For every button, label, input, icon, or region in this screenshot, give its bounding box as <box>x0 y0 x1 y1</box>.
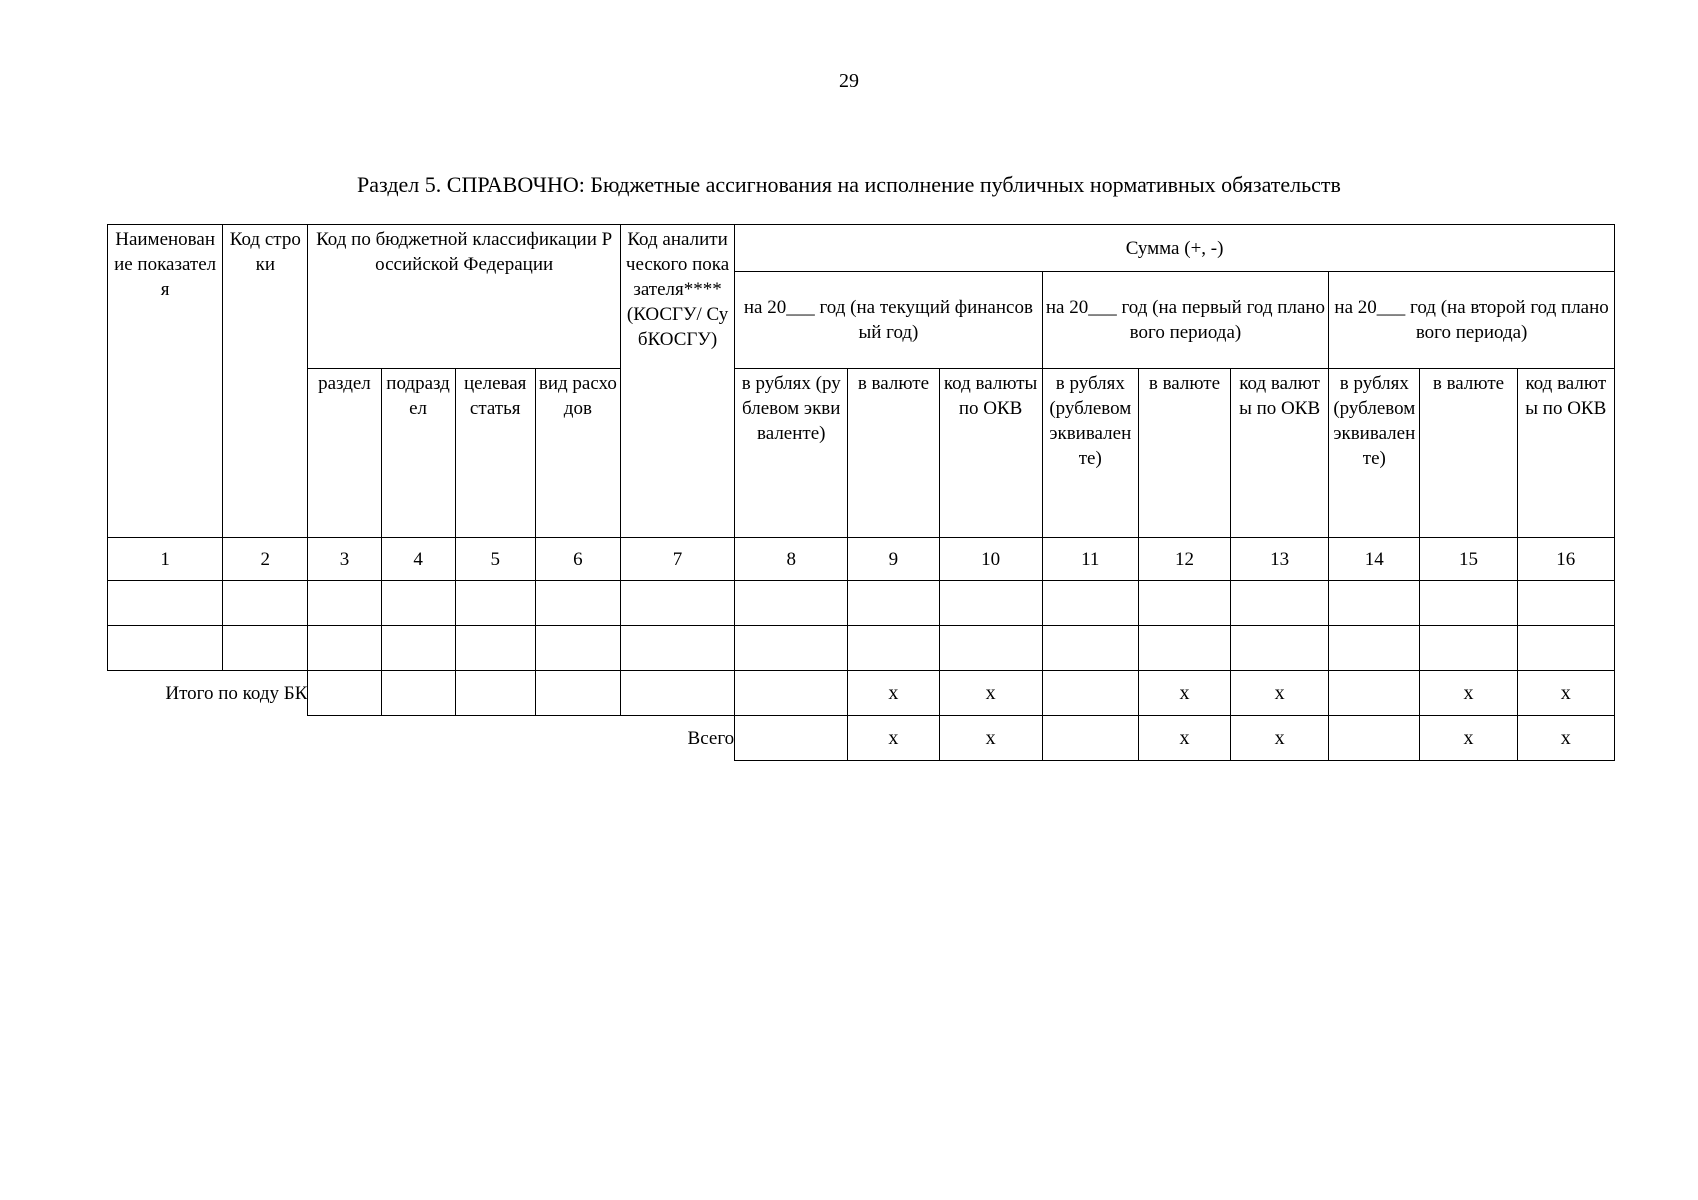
column-number: 1 <box>108 538 223 581</box>
table-cell[interactable] <box>735 671 848 716</box>
header-rub-second: в рублях (рублевом эквиваленте) <box>1329 369 1420 538</box>
table-cell[interactable] <box>1138 581 1230 626</box>
column-number: 5 <box>455 538 535 581</box>
header-name: Наименование показателя <box>108 225 223 538</box>
header-target: целевая статья <box>455 369 535 538</box>
table-cell[interactable] <box>381 671 455 716</box>
table-cell[interactable] <box>381 581 455 626</box>
header-cur-current: в валюте <box>848 369 939 538</box>
header-podrazdel: подраздел <box>381 369 455 538</box>
table-cell[interactable] <box>308 581 381 626</box>
table-cell[interactable] <box>223 626 308 671</box>
header-okv-second: код валюты по ОКВ <box>1517 369 1614 538</box>
x-mark: x <box>1138 716 1230 761</box>
table-cell[interactable] <box>1329 581 1420 626</box>
table-cell[interactable] <box>1042 716 1138 761</box>
x-mark: x <box>1420 671 1517 716</box>
x-mark: x <box>1231 671 1329 716</box>
header-year-second: на 20___ год (на второй год планового периода) <box>1329 272 1615 369</box>
header-razdel: раздел <box>308 369 381 538</box>
grand-total-row <box>108 716 1615 761</box>
x-mark: x <box>848 716 939 761</box>
table-cell[interactable] <box>223 581 308 626</box>
x-mark: x <box>1231 716 1329 761</box>
table-cell[interactable] <box>939 581 1042 626</box>
grand-total-label: Всего <box>687 727 735 749</box>
table-row <box>108 581 1615 626</box>
table-cell[interactable] <box>1231 581 1329 626</box>
table-cell[interactable] <box>535 581 620 626</box>
x-mark: x <box>939 671 1042 716</box>
header-cur-second: в валюте <box>1420 369 1517 538</box>
header-sum: Сумма (+, -) <box>735 225 1615 272</box>
header-year-current: на 20___ год (на текущий финансовый год) <box>735 272 1043 369</box>
column-number: 15 <box>1420 538 1517 581</box>
x-mark: x <box>848 671 939 716</box>
table-cell[interactable] <box>1042 626 1138 671</box>
table-cell[interactable] <box>1517 626 1614 671</box>
table-cell[interactable] <box>939 626 1042 671</box>
table-cell[interactable] <box>735 581 848 626</box>
table-row <box>108 626 1615 671</box>
x-mark: x <box>939 716 1042 761</box>
column-number: 12 <box>1138 538 1230 581</box>
table-cell[interactable] <box>620 581 734 626</box>
column-number: 6 <box>535 538 620 581</box>
total-by-bk-row <box>108 671 1615 716</box>
page-number: 29 <box>839 70 859 92</box>
header-analytic-code: Код аналитического показателя**** (КОСГУ/ СубКОСГУ) <box>620 225 734 538</box>
table-cell[interactable] <box>848 626 939 671</box>
column-number: 3 <box>308 538 381 581</box>
header-year-first: на 20___ год (на первый год планового периода) <box>1042 272 1329 369</box>
header-okv-first: код валюты по ОКВ <box>1231 369 1329 538</box>
table-cell[interactable] <box>455 671 535 716</box>
column-number: 8 <box>735 538 848 581</box>
header-row-code: Код строки <box>223 225 308 538</box>
column-number: 14 <box>1329 538 1420 581</box>
table-cell[interactable] <box>381 626 455 671</box>
column-number: 7 <box>620 538 734 581</box>
header-expense-type: вид расходов <box>535 369 620 538</box>
table-cell[interactable] <box>455 626 535 671</box>
header-cur-first: в валюте <box>1138 369 1230 538</box>
table-cell[interactable] <box>848 581 939 626</box>
column-number: 9 <box>848 538 939 581</box>
table-cell[interactable] <box>1138 626 1230 671</box>
x-mark: x <box>1517 671 1614 716</box>
column-number: 16 <box>1517 538 1614 581</box>
x-mark: x <box>1138 671 1230 716</box>
table-cell[interactable] <box>308 626 381 671</box>
column-number: 13 <box>1231 538 1329 581</box>
table-cell[interactable] <box>735 716 848 761</box>
table-cell[interactable] <box>1420 581 1517 626</box>
column-number-row <box>108 538 1615 581</box>
column-number: 10 <box>939 538 1042 581</box>
table-cell[interactable] <box>1042 581 1138 626</box>
table-cell[interactable] <box>308 671 381 716</box>
header-okv-current: код валюты по ОКВ <box>939 369 1042 538</box>
table-cell[interactable] <box>108 626 223 671</box>
table-cell[interactable] <box>1329 626 1420 671</box>
table-cell[interactable] <box>1042 671 1138 716</box>
table-cell[interactable] <box>1420 626 1517 671</box>
table-cell[interactable] <box>620 626 734 671</box>
table-cell[interactable] <box>535 626 620 671</box>
header-bk-code: Код по бюджетной классификации Российской Федерации <box>308 225 621 369</box>
x-mark: x <box>1517 716 1614 761</box>
total-by-bk-label: Итого по коду БК <box>165 682 308 704</box>
table-cell[interactable] <box>1517 581 1614 626</box>
column-number: 2 <box>223 538 308 581</box>
header-rub-current: в рублях (рублевом эквиваленте) <box>735 369 848 538</box>
column-number: 4 <box>381 538 455 581</box>
section-title: Раздел 5. СПРАВОЧНО: Бюджетные ассигнования на исполнение публичных нормативных обязательств <box>357 172 1341 197</box>
table-cell[interactable] <box>620 671 734 716</box>
table-cell[interactable] <box>108 581 223 626</box>
table-cell[interactable] <box>1231 626 1329 671</box>
column-number: 11 <box>1042 538 1138 581</box>
table-cell[interactable] <box>1329 716 1420 761</box>
header-rub-first: в рублях (рублевом эквиваленте) <box>1042 369 1138 538</box>
table-cell[interactable] <box>735 626 848 671</box>
table-cell[interactable] <box>1329 671 1420 716</box>
table-cell[interactable] <box>535 671 620 716</box>
budget-form-table <box>107 224 1615 761</box>
x-mark: x <box>1420 716 1517 761</box>
table-cell[interactable] <box>455 581 535 626</box>
